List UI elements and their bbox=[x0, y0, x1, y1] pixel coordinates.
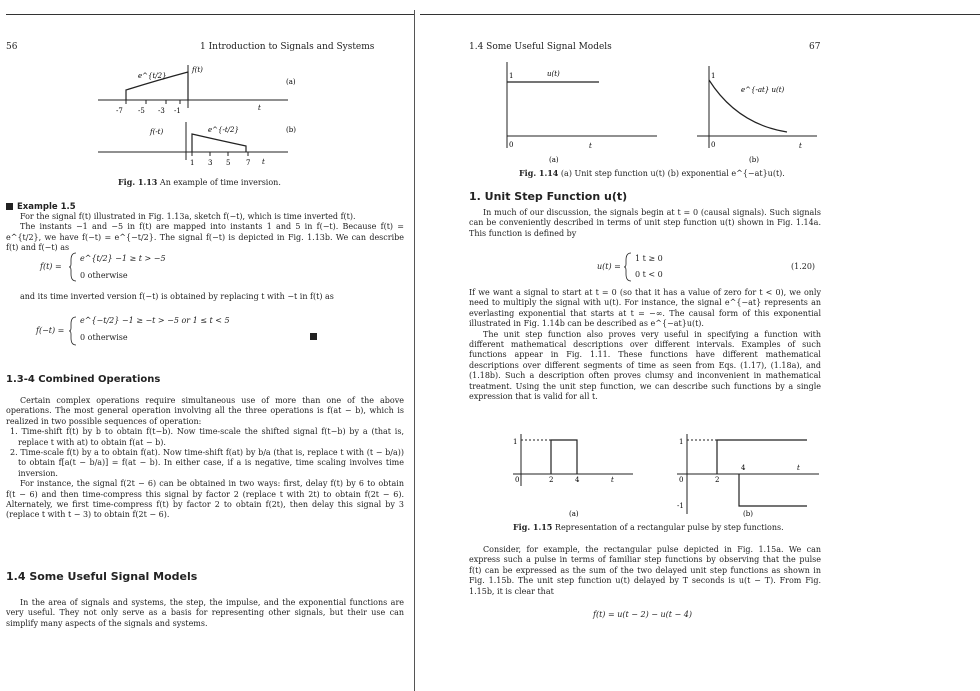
qed-square-icon bbox=[310, 333, 317, 340]
fig-1-14b bbox=[697, 66, 817, 164]
label-14b: (b) bbox=[749, 156, 759, 164]
tick-b-3: 5 bbox=[226, 159, 231, 167]
running-head-left: 1 Introduction to Signals and Systems bbox=[200, 42, 375, 52]
unit-step-p3: The unit step function also proves very useful in specifying a function with different mathematical descriptions over different intervals. Examples of such functions appear in Fig. 1.11. These functions have different mathematical descriptions over different segments of time as seen from Eqs. (1.17), (1.18a), and (1.18b). Such a description often proves clumsy and inconvenient in mathematical treatment. Using the unit step function, we can describe such functions by a single expression that is valid for all t. bbox=[469, 329, 821, 402]
label-15a: (a) bbox=[569, 510, 579, 518]
tick-b-2: 3 bbox=[208, 159, 213, 167]
one-15b: 1 bbox=[679, 438, 684, 446]
tick-b-4: 7 bbox=[246, 159, 251, 167]
label-14a: (a) bbox=[549, 156, 559, 164]
page-gutter bbox=[414, 10, 415, 691]
example-eq1-lhs: f(t) = bbox=[40, 262, 62, 271]
example-p2: The instants −1 and −5 in f(t) are mapped into instants 1 and 5 in f(−t). Because f(t) = e^{t/2}, we have f(−t) = e^{−t/2}. The signal f(−t) is depicted in Fig. 1.13b. We can describe f(t) and f(−t) as bbox=[6, 222, 404, 253]
example-eq1-row2: 0 otherwise bbox=[80, 271, 128, 280]
fig-1-14a bbox=[507, 62, 657, 164]
tick-15b-2: 2 bbox=[715, 476, 720, 484]
example-p3: and its time inverted version f(−t) is obtained by replacing t with −t in f(t) as bbox=[20, 292, 334, 301]
page-number-right: 67 bbox=[809, 42, 821, 52]
caption-fig-1-13: Fig. 1.13 An example of time inversion. bbox=[118, 177, 281, 187]
label-a: (a) bbox=[286, 78, 296, 86]
caption-fig-1-15: Fig. 1.15 Representation of a rectangular pulse by step functions. bbox=[513, 522, 784, 532]
t-label-b: t bbox=[262, 158, 265, 166]
step-down bbox=[739, 474, 807, 506]
unit-step-eq-row1: 1 t ≥ 0 bbox=[635, 254, 663, 263]
one-b: 1 bbox=[711, 72, 716, 80]
tick-15b-4: 4 bbox=[741, 464, 746, 472]
fig-1-13a bbox=[98, 65, 296, 115]
unit-step-body bbox=[469, 288, 821, 402]
section-1-3-4-item1: 1. Time-shift f(t) by b to obtain f(t−b). Now time-scale the shifted signal f(t−b) by a (that is, replace t with at) to obtain f(at − b). bbox=[10, 427, 404, 447]
t-label-15b: t bbox=[797, 464, 800, 472]
brace-2 bbox=[68, 316, 78, 346]
example-eq2-lhs: f(−t) = bbox=[36, 326, 65, 335]
tick-a-3: -3 bbox=[158, 107, 165, 115]
t-label-a: t bbox=[258, 104, 261, 112]
example-eq2-row2: 0 otherwise bbox=[80, 333, 128, 342]
label-15b: (b) bbox=[743, 510, 753, 518]
fig-1-13b bbox=[98, 122, 296, 167]
tick-a-4: -1 bbox=[174, 107, 181, 115]
section-1-3-4-p2: For instance, the signal f(2t − 6) can be obtained in two ways: first, delay f(t) by 6 to obtain f(t − 6) and then time-compress this signal by factor 2 (replace t with 2t) to obtain f(2t − 6). Alternately, we first time-compress f(t) by factor 2 to obtain f(2t), then delay this signal by 3 (replace t with t − 3) to obtain f(2t − 6). bbox=[6, 479, 404, 520]
figure-1-15 bbox=[507, 430, 827, 520]
heading-unit-step: 1. Unit Step Function u(t) bbox=[469, 190, 628, 203]
unit-step-p2: If we want a signal to start at t = 0 (so that it has a value of zero for t < 0), we only need to multiply the signal with u(t). For instance, the signal e^{−at} represents an everlasting exponential that starts at t = −∞. The causal form of this exponential illustrated in Fig. 1.14b can be described as e^{−at}u(t). bbox=[469, 288, 821, 329]
axis-label-b: f(-t) bbox=[150, 128, 164, 136]
left-page bbox=[0, 0, 412, 691]
curve-label-14a: u(t) bbox=[547, 70, 560, 78]
one-a: 1 bbox=[509, 72, 514, 80]
example-body bbox=[6, 212, 404, 254]
brace-1 bbox=[68, 252, 78, 282]
section-1-3-4-p1: Certain complex operations require simultaneous use of more than one of the above operations. The most general operation involving all the three operations is f(at − b), which is realized in two possible sequences of operation: bbox=[6, 396, 404, 426]
right-page bbox=[417, 0, 980, 691]
zero-b: 0 bbox=[711, 141, 716, 149]
t-label-14a: t bbox=[589, 142, 592, 150]
eq-number-1-20: (1.20) bbox=[791, 262, 816, 271]
tick-b-1: 1 bbox=[190, 159, 195, 167]
rect-pulse bbox=[551, 440, 577, 474]
example-eq1-row1: e^{t/2} −1 ≥ t > −5 bbox=[80, 254, 166, 263]
figure-1-14 bbox=[487, 56, 827, 166]
axis-label-a: f(t) bbox=[192, 66, 203, 74]
running-head-right: 1.4 Some Useful Signal Models bbox=[469, 42, 612, 52]
tick-a-1: -7 bbox=[116, 107, 123, 115]
section-1-4-body bbox=[6, 598, 404, 629]
label-b: (b) bbox=[286, 126, 296, 134]
figure-1-13 bbox=[88, 60, 318, 178]
brace-3 bbox=[623, 252, 633, 282]
t-label-15a: t bbox=[611, 476, 614, 484]
fig-1-15a bbox=[513, 434, 633, 518]
curve-label-14b: e^{-at} u(t) bbox=[741, 86, 785, 94]
one-15a: 1 bbox=[513, 438, 518, 446]
step-up bbox=[717, 440, 807, 474]
unit-step-p1: In much of our discussion, the signals begin at t = 0 (causal signals). Such signals can be conveniently described in terms of unit step function u(t) shown in Fig. 1.14a. This function is defined by bbox=[469, 208, 821, 238]
zero-15a: 0 bbox=[515, 476, 520, 484]
example-p1: For the signal f(t) illustrated in Fig. 1.13a, sketch f(−t), which is time inverted f(t). bbox=[20, 212, 356, 221]
minus-one-15b: -1 bbox=[677, 502, 684, 510]
rect-pulse-paragraph: Consider, for example, the rectangular pulse depicted in Fig. 1.15a. We can express such a pulse in terms of familiar step functions by observing that the pulse f(t) can be expressed as the sum of the two delayed unit step functions as shown in Fig. 1.15b. The unit step function u(t) delayed by T seconds is u(t − T). From Fig. 1.15b, it is clear that bbox=[469, 545, 821, 596]
page-number-left: 56 bbox=[6, 42, 18, 52]
section-1-4-p1: In the area of signals and systems, the step, the impulse, and the exponential functions are very useful. They not only serve as a basis for representing other signals, but their use can simplify many aspects of the signals and systems. bbox=[6, 598, 404, 628]
unit-step-eq-lhs: u(t) = bbox=[597, 262, 621, 271]
fig-1-15b bbox=[677, 434, 819, 518]
example-eq2-row1: e^{−t/2} −1 ≥ −t > −5 or 1 ≤ t < 5 bbox=[80, 316, 230, 325]
tick-a-2: -5 bbox=[138, 107, 145, 115]
unit-step-eq-row2: 0 t < 0 bbox=[635, 270, 663, 279]
curve-label-a: e^{t/2} bbox=[138, 72, 167, 80]
zero-a: 0 bbox=[509, 141, 514, 149]
curve-label-b: e^{-t/2} bbox=[208, 126, 239, 134]
tick-15a-4: 4 bbox=[575, 476, 580, 484]
zero-15b: 0 bbox=[679, 476, 684, 484]
exp-curve-b bbox=[192, 134, 246, 152]
example-square-icon bbox=[6, 203, 13, 210]
heading-1-4: 1.4 Some Useful Signal Models bbox=[6, 570, 198, 583]
heading-1-3-4: 1.3-4 Combined Operations bbox=[6, 374, 161, 385]
tick-15a-2: 2 bbox=[549, 476, 554, 484]
final-equation: f(t) = u(t − 2) − u(t − 4) bbox=[593, 610, 692, 619]
caption-fig-1-14: Fig. 1.14 (a) Unit step function u(t) (b) exponential e^{−at}u(t). bbox=[519, 168, 785, 178]
section-1-3-4-item2: 2. Time-scale f(t) by a to obtain f(at). Now time-shift f(at) by b/a (that is, replace t with (t − b/a)) to obtain f[a(t − b/a)] = f(at − b). In either case, if a is negative, time scaling involves time inversion. bbox=[10, 448, 404, 478]
t-label-14b: t bbox=[799, 142, 802, 150]
example-title: Example 1.5 bbox=[6, 202, 76, 212]
section-1-3-4-body bbox=[6, 396, 404, 521]
